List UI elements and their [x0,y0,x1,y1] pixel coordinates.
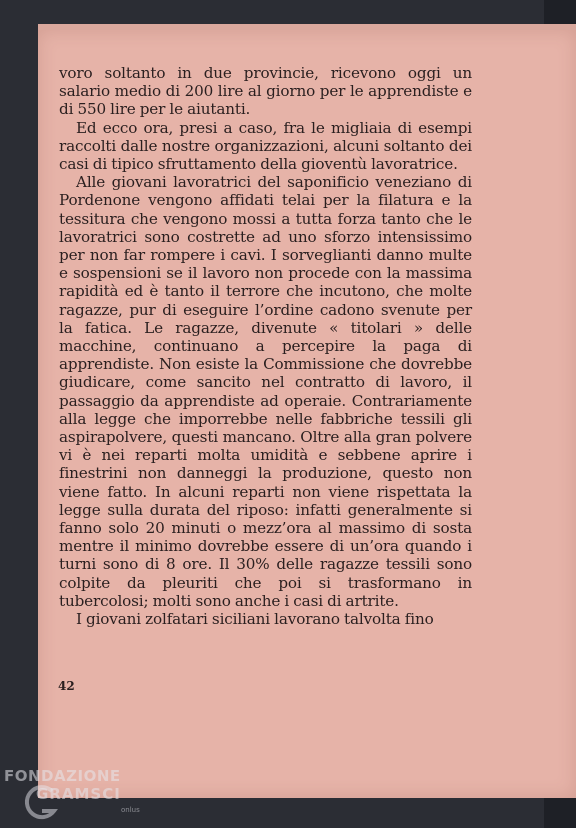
paragraph-examples-intro: Ed ecco ora, presi a caso, fra le migliaia di esempi raccolti dalle nostre organizzazioni, alcuni soltanto dei casi di tipico sfruttamento della gioventù lavoratrice. [59,118,472,174]
fondazione-gramsci-watermark [4,765,174,825]
watermark-line-onlus: onlus [121,806,140,814]
body-text [59,64,472,628]
paragraph-pordenone: Alle giovani lavoratrici del saponificio veneziano di Pordenone vengono affidati telai per la filatura e la tessitura che vengono mossi a tutta forza tanto che le lavoratrici sono costrette ad uno sforzo intensissimo per non far rompere i cavi. I sorveglianti danno multe e sospensioni se il lavoro non procede con la massima rapidità ed è tanto il terrore che incutono, che molte ragazze, pur di eseguire l’ordine cadono svenute per la fatica. Le ragazze, divenute « titolari » delle macchine, continuano a percepire la paga di apprendiste. Non esiste la Commissione che dovrebbe giudicare, come sancito nel contratto di lavoro, il passaggio da apprendiste ad operaie. Contrariamente alla legge che imporrebbe nelle fabbriche tessili gli aspirapolvere, questi mancano. Oltre alla gran polvere vi è nei reparti molta umidità e sebbene aprire i finestrini non danneggi la produzione, questo non viene fatto. In alcuni reparti non viene rispettata la legge sulla durata del riposo: infatti generalmente si fanno solo 20 minuti o mezz’ora al massimo di sosta mentre il minimo dovrebbe essere di un’ora quando i turni sono di 8 ore. Il 30% delle ragazze tessili sono colpite da pleuriti che poi si trasformano in tubercolosi; molti sono anche i casi di artrite. [59,173,472,610]
watermark-line-gramsci: GRAMSCI [36,785,121,803]
paragraph-continued: voro soltanto in due provincie, ricevono oggi un salario medio di 200 lire al giorno per le apprendiste e di 550 lire per le aiutanti. [59,64,472,119]
watermark-line-fondazione: FONDAZIONE [4,767,121,785]
paragraph-zolfatari: I giovani zolfatari siciliani lavorano talvolta fino [76,610,434,629]
page-number: 42 [58,679,75,693]
